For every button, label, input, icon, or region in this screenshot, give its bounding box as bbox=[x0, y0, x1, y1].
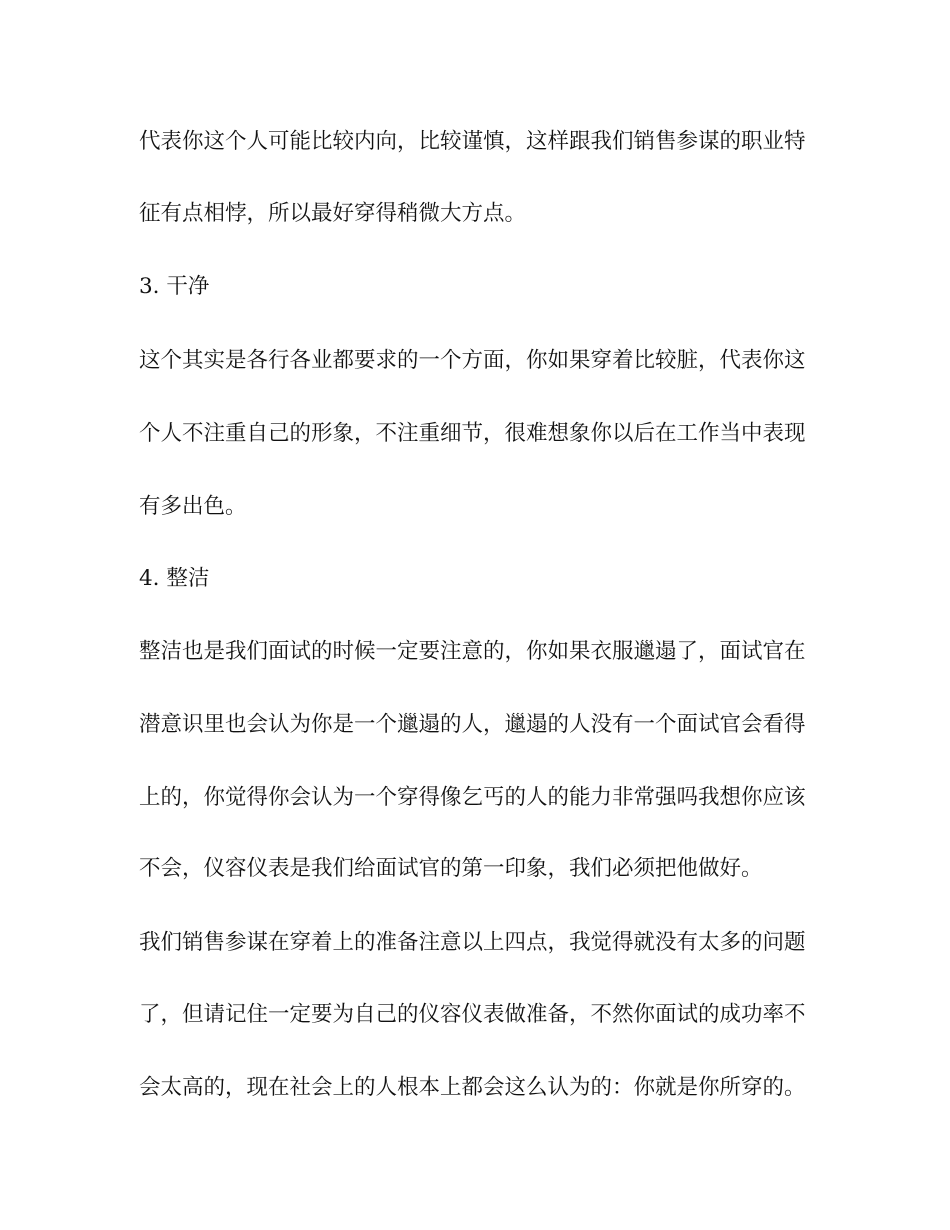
paragraph-line: 我们销售参谋在穿着上的准备注意以上四点，我觉得就没有太多的问题 bbox=[139, 930, 806, 955]
paragraph-line: 有多出色。 bbox=[139, 494, 247, 519]
paragraph-line: 个人不注重自己的形象，不注重细节，很难想象你以后在工作当中表现 bbox=[139, 421, 806, 446]
paragraph-line: 这个其实是各行各业都要求的一个方面，你如果穿着比较脏，代表你这 bbox=[139, 348, 806, 373]
paragraph-line: 潜意识里也会认为你是一个邋遢的人，邋遢的人没有一个面试官会看得 bbox=[139, 712, 806, 737]
paragraph-line: 会太高的，现在社会上的人根本上都会这么认为的：你就是你所穿的。 bbox=[139, 1075, 806, 1100]
section-heading-tidy: 4. 整洁 bbox=[139, 566, 210, 591]
paragraph-line: 代表你这个人可能比较内向，比较谨慎，这样跟我们销售参谋的职业特 bbox=[139, 129, 806, 154]
section-heading-clean: 3. 干净 bbox=[139, 274, 210, 299]
paragraph-line: 不会，仪容仪表是我们给面试官的第一印象，我们必须把他做好。 bbox=[139, 856, 763, 881]
paragraph-line: 了，但请记住一定要为自己的仪容仪表做准备，不然你面试的成功率不 bbox=[139, 1002, 806, 1027]
paragraph-line: 征有点相悖，所以最好穿得稍微大方点。 bbox=[139, 201, 527, 226]
paragraph-line: 上的，你觉得你会认为一个穿得像乞丐的人的能力非常强吗我想你应该 bbox=[139, 785, 806, 810]
paragraph-line: 整洁也是我们面试的时候一定要注意的，你如果衣服邋遢了，面试官在 bbox=[139, 639, 806, 664]
